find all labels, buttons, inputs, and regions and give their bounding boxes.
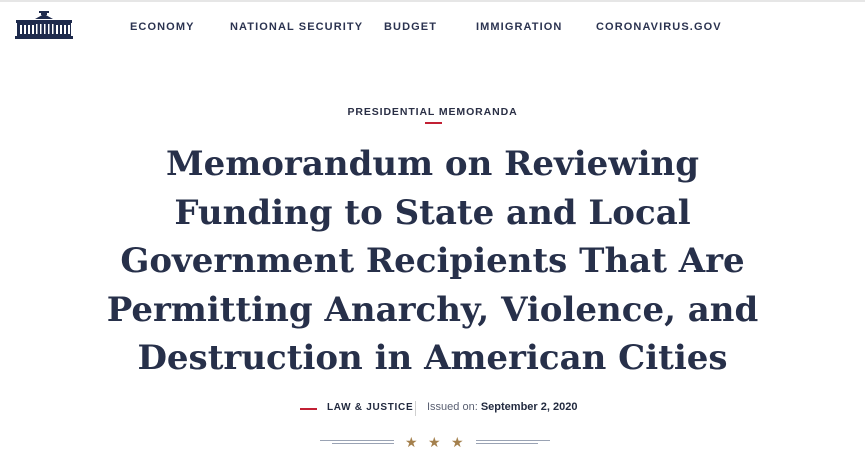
meta-separator xyxy=(415,401,416,416)
issued-label: Issued on: xyxy=(427,401,478,413)
star-icon: ★ xyxy=(405,434,418,450)
category-underline xyxy=(425,122,442,124)
divider-rule-right-inner xyxy=(476,443,538,444)
article-meta xyxy=(0,401,865,417)
nav-economy[interactable]: ECONOMY xyxy=(130,21,195,33)
star-divider xyxy=(0,434,865,454)
site-header xyxy=(0,2,865,52)
page-title: Memorandum on Reviewing Funding to State and Local Government Recipients That Are Permitting Anarchy, Violence, and Destruction in American Cities xyxy=(106,144,759,379)
nav-national-security[interactable]: NATIONAL SECURITY xyxy=(230,21,364,33)
issued-date xyxy=(427,401,577,413)
issued-date-value: September 2, 2020 xyxy=(480,401,578,413)
star-icon: ★ xyxy=(428,434,441,450)
main-nav xyxy=(0,2,865,52)
nav-immigration[interactable]: IMMIGRATION xyxy=(476,21,563,33)
topic-link[interactable]: LAW & JUSTICE xyxy=(327,402,414,413)
nav-budget[interactable]: BUDGET xyxy=(384,21,438,33)
divider-rule-right xyxy=(476,440,550,441)
divider-rule-left-inner xyxy=(332,443,394,444)
topic-dash xyxy=(300,408,317,410)
divider-rule-left xyxy=(320,440,394,441)
star-icon: ★ xyxy=(451,434,464,450)
nav-coronavirus-gov[interactable]: CORONAVIRUS.GOV xyxy=(596,21,722,33)
category-link[interactable]: PRESIDENTIAL MEMORANDA xyxy=(347,106,518,118)
